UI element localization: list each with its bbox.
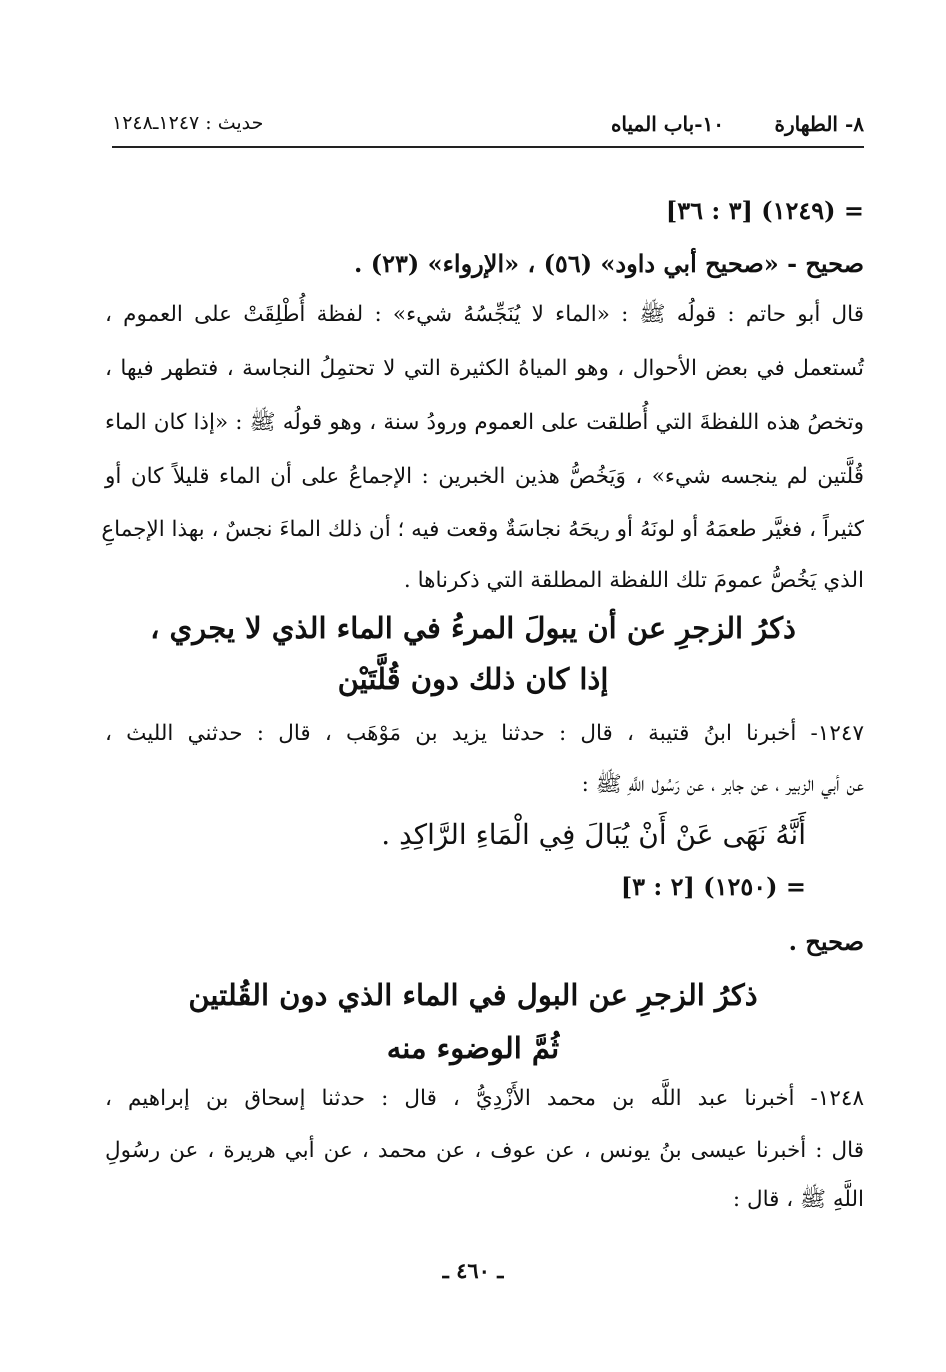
grading-note: صحيح - «صحيح أبي داود» (٥٦) ، «الإرواء» (٢٣) . [354,249,864,278]
isnad-line: قال : أخبرنا عيسى بنُ يونس ، عن عوف ، عن محمد ، عن أبي هريرة ، عن رسُولِ [105,1138,864,1163]
isnad-line: اللَّهِ ﷺ ، قال : [732,1187,864,1212]
chapter-heading: ثُمَّ الوضوء منه [386,1031,560,1065]
section-title: ١٠-باب المياه [610,112,724,136]
commentary-line: تُستعمل في بعض الأحوال ، وهو المياهُ الكثيرة التي لا تحتمِلُ النجاسة ، فتطهر فيها ، [105,356,864,381]
isnad-line: ١٢٤٧- أخبرنا ابنُ قتيبة ، قال : حدثنا يزيد بن مَوْهَب ، قال : حدثني الليث ، [105,721,864,746]
isnad-line: عن أبي الزبير ، عن جابر ، عن رَسُول اللَّهِ ﷺ : [581,772,864,797]
commentary-line: قال أبو حاتم : قولُه ﷺ : «الماء لا يُنَجِّسُهُ شيء» : لفظة أُطْلِقَتْ على العموم ، [105,302,864,327]
running-header [112,112,864,146]
chapter-heading: ذكرُ الزجرِ عن أن يبولَ المرءُ في الماء الذي لا يجري ، [150,611,796,645]
hadith-range: حديث : ١٢٤٧ـ١٢٤٨ [112,112,264,134]
chapter-title: ٨- الطهارة [774,112,864,136]
header-rule [112,146,864,148]
commentary-line: الذي يَخُصُّ عمومَ تلك اللفظة المطلقة التي ذكرناها . [403,568,864,593]
grading-note: صحيح . [788,927,864,956]
page-number: ـ ٤٦٠ ـ [442,1258,504,1283]
hadith-text: أَنَّهُ نَهَى عَنْ أَنْ يُبَالَ فِي الْمَاءِ الرَّاكِدِ . [381,818,806,851]
cross-reference: = (١٢٥٠) [٢ : ٣] [620,872,806,901]
commentary-line: وتخصُ هذه اللفظةَ التي أُطلقت على العموم ورودُ سنة ، وهو قولُه ﷺ : «إذا كان الماء [105,410,864,435]
chapter-heading: إذا كان ذلك دون قُلَّتَيْن [337,662,609,696]
cross-reference: = (١٢٤٩) [٣ : ٣٦] [665,196,864,225]
isnad-line: ١٢٤٨- أخبرنا عبد اللَّه بن محمد الأَزْدِيُّ ، قال : حدثنا إسحاق بن إبراهيم ، [105,1086,864,1111]
commentary-line: قُلَّتين لم ينجسه شيء» ، وَيَخُصُّ هذين الخبرين : الإجماعُ على أن الماء قليلاً كان أو [105,464,864,489]
chapter-heading: ذكرُ الزجرِ عن البول في الماء الذي دون القُلتين [188,978,758,1012]
commentary-line: كثيراً ، فغيَّر طعمَهُ أو لونَهُ أو ريحَهُ نجاسَةٌ وقعت فيه ؛ أن ذلك الماءَ نجسٌ ، بهذا الإجماعِ [101,517,864,542]
